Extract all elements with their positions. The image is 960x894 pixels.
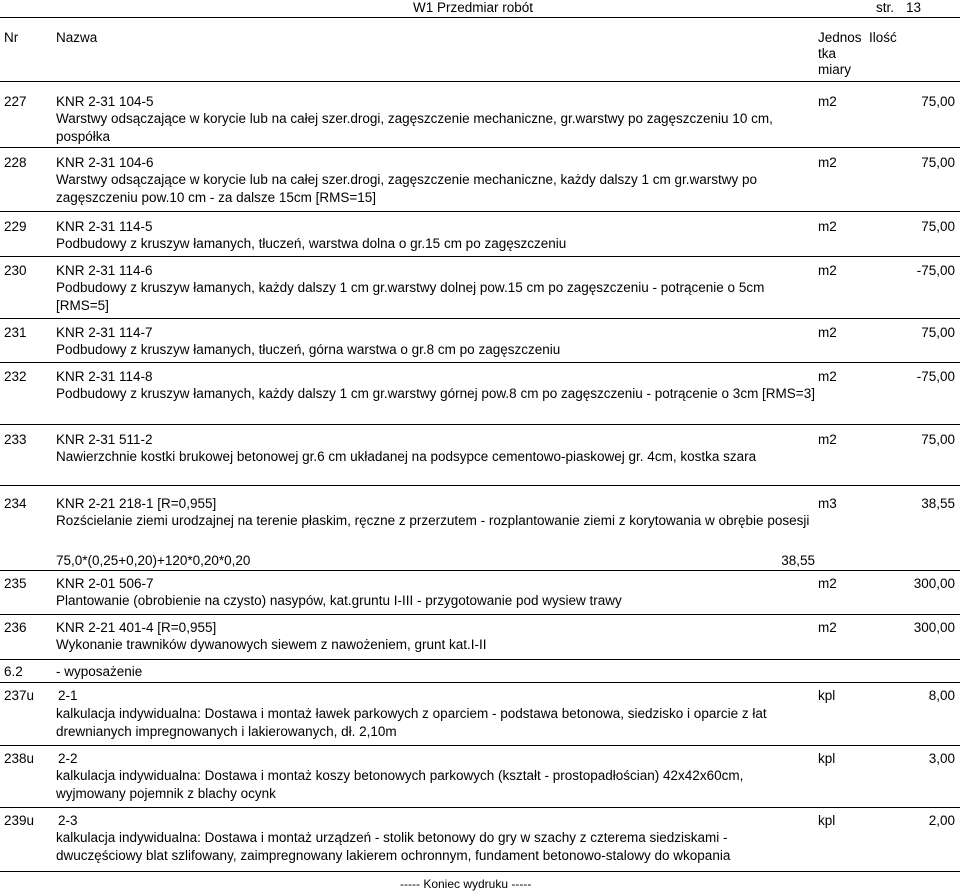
- row-rule: [0, 318, 960, 319]
- row-formula-result: 38,55: [781, 553, 815, 568]
- row-description: kalkulacja indywidualna: Dostawa i montaż koszy betonowych parkowych (kształt - prostopadłościan) 42x42x60cm, wyjmowany pojemnik z blachy ocynk: [56, 768, 744, 801]
- row-qty: 2,00: [928, 813, 955, 828]
- row-nr: 233: [4, 432, 27, 447]
- row-description: kalkulacja indywidualna: Dostawa i montaż urządzeń - stolik betonowy do gry w szachy z czterema siedziskami - dwuczęściowy blat szlifowany, zaimpregnowany lakierem ochronnym, fundament betonowo-stalowy do wkopania: [56, 830, 731, 863]
- column-header-qty: Ilość: [869, 30, 897, 45]
- row-unit: kpl: [818, 688, 836, 703]
- row-code: KNR 2-21 401-4 [R=0,955]: [56, 620, 217, 635]
- row-code: KNR 2-31 104-6: [56, 155, 154, 170]
- row-qty: 75,00: [921, 219, 955, 234]
- row-nr: 236: [4, 620, 27, 635]
- row-unit: kpl: [818, 751, 836, 766]
- row-nr: 234: [4, 496, 27, 511]
- section-title: - wyposażenie: [56, 664, 143, 679]
- row-rule: [0, 570, 960, 571]
- row-description: Podbudowy z kruszyw łamanych, każdy dalszy 1 cm gr.warstwy górnej pow.8 cm po zagęszczeniu - potrącenie o 3cm [RMS=3]: [56, 386, 815, 401]
- row-unit: m2: [818, 369, 837, 384]
- row-code: 2-2: [58, 751, 78, 766]
- row-unit: m2: [818, 155, 837, 170]
- row-rule: [0, 424, 960, 425]
- row-qty: 75,00: [921, 325, 955, 340]
- row-qty: 300,00: [913, 620, 955, 635]
- row-unit: m2: [818, 325, 837, 340]
- row-code: KNR 2-31 114-6: [56, 263, 153, 278]
- row-description: Wykonanie trawników dywanowych siewem z nawożeniem, grunt kat.I-II: [56, 637, 487, 652]
- row-rule: [0, 485, 960, 486]
- row-qty: 75,00: [921, 94, 955, 109]
- end-of-printout: ----- Koniec wydruku -----: [400, 877, 532, 891]
- row-code: 2-3: [58, 813, 78, 828]
- row-code: KNR 2-01 506-7: [56, 576, 154, 591]
- row-description: Podbudowy z kruszyw łamanych, tłuczeń, warstwa dolna o gr.15 cm po zagęszczeniu: [56, 236, 567, 251]
- row-nr: 228: [4, 155, 27, 170]
- row-nr: 231: [4, 325, 27, 340]
- row-unit: m2: [818, 576, 837, 591]
- row-qty: 75,00: [921, 432, 955, 447]
- document-title: W1 Przedmiar robót: [413, 0, 534, 15]
- row-description: Rozścielanie ziemi urodzajnej na terenie płaskim, ręczne z przerzutem - rozplantowanie ziemi z korytowania w obrębie posesji: [56, 513, 810, 528]
- row-code: KNR 2-31 114-5: [56, 219, 153, 234]
- row-rule: [0, 147, 960, 148]
- row-code: KNR 2-31 114-8: [56, 369, 153, 384]
- column-header-unit-3: miary: [818, 62, 851, 77]
- row-rule: [0, 871, 960, 872]
- row-code: KNR 2-31 511-2: [56, 432, 153, 447]
- section-number: 6.2: [4, 664, 23, 679]
- row-formula: 75,0*(0,25+0,20)+120*0,20*0,20: [56, 553, 251, 568]
- column-header-nr: Nr: [4, 30, 19, 45]
- row-code: KNR 2-31 114-7: [56, 325, 153, 340]
- row-unit: m2: [818, 432, 837, 447]
- row-unit: kpl: [818, 813, 836, 828]
- row-unit: m2: [818, 620, 837, 635]
- row-nr: 232: [4, 369, 27, 384]
- row-description: kalkulacja indywidualna: Dostawa i montaż ławek parkowych z oparciem - podstawa betonowa, siedzisko i oparcie z łat drewnianych impregnowanych i lakierowanych, dł. 2,10m: [56, 706, 767, 739]
- column-header-name: Nazwa: [56, 30, 98, 45]
- row-description: Warstwy odsączające w korycie lub na całej szer.drogi, zagęszczenie mechaniczne, każdy dalszy 1 cm gr.warstwy po zagęszczeniu pow.10 cm - za dalsze 15cm [RMS=15]: [56, 172, 758, 205]
- row-description: Nawierzchnie kostki brukowej betonowej gr.6 cm układanej na podsypce cementowo-piaskowej gr. 4cm, kostka szara: [56, 449, 757, 464]
- row-rule: [0, 745, 960, 746]
- header-rule: [0, 17, 960, 18]
- row-qty: -75,00: [916, 263, 955, 278]
- row-unit: m2: [818, 263, 837, 278]
- row-code: KNR 2-31 104-5: [56, 94, 154, 109]
- row-qty: 3,00: [928, 751, 955, 766]
- section-rule-top: [0, 659, 960, 660]
- page-label: str.: [876, 0, 895, 15]
- row-code: KNR 2-21 218-1 [R=0,955]: [56, 496, 217, 511]
- row-unit: m2: [818, 94, 837, 109]
- page-number: 13: [906, 0, 922, 15]
- row-nr: 229: [4, 219, 27, 234]
- column-header-unit-1: Jednos: [818, 30, 862, 45]
- row-description: Podbudowy z kruszyw łamanych, tłuczeń, górna warstwa o gr.8 cm po zagęszczeniu: [56, 342, 561, 357]
- row-description: Plantowanie (obrobienie na czysto) nasypów, kat.gruntu I-III - przygotowanie pod wysiew trawy: [56, 593, 622, 608]
- row-nr: 230: [4, 263, 27, 278]
- row-unit: m2: [818, 219, 837, 234]
- row-nr: 235: [4, 576, 27, 591]
- row-code: 2-1: [58, 688, 78, 703]
- row-nr: 239u: [4, 813, 35, 828]
- row-qty: 8,00: [928, 688, 955, 703]
- row-nr: 238u: [4, 751, 35, 766]
- row-qty: 75,00: [921, 155, 955, 170]
- row-rule: [0, 256, 960, 257]
- row-nr: 237u: [4, 688, 35, 703]
- row-rule: [0, 614, 960, 615]
- column-header-rule: [0, 81, 960, 82]
- row-rule: [0, 211, 960, 212]
- row-qty: -75,00: [916, 369, 955, 384]
- row-qty: 38,55: [921, 496, 955, 511]
- row-description: Warstwy odsączające w korycie lub na całej szer.drogi, zagęszczenie mechaniczne, gr.warstwy po zagęszczeniu 10 cm, pospółka: [56, 111, 773, 144]
- column-header-unit-2: tka: [818, 46, 837, 61]
- row-unit: m3: [818, 496, 837, 511]
- row-nr: 227: [4, 94, 27, 109]
- row-qty: 300,00: [913, 576, 955, 591]
- row-rule: [0, 362, 960, 363]
- row-description: Podbudowy z kruszyw łamanych, każdy dalszy 1 cm gr.warstwy dolnej pow.15 cm po zagęszczeniu - potrącenie o 5cm [RMS=5]: [56, 280, 765, 313]
- row-rule: [0, 807, 960, 808]
- section-rule-bottom: [0, 682, 960, 683]
